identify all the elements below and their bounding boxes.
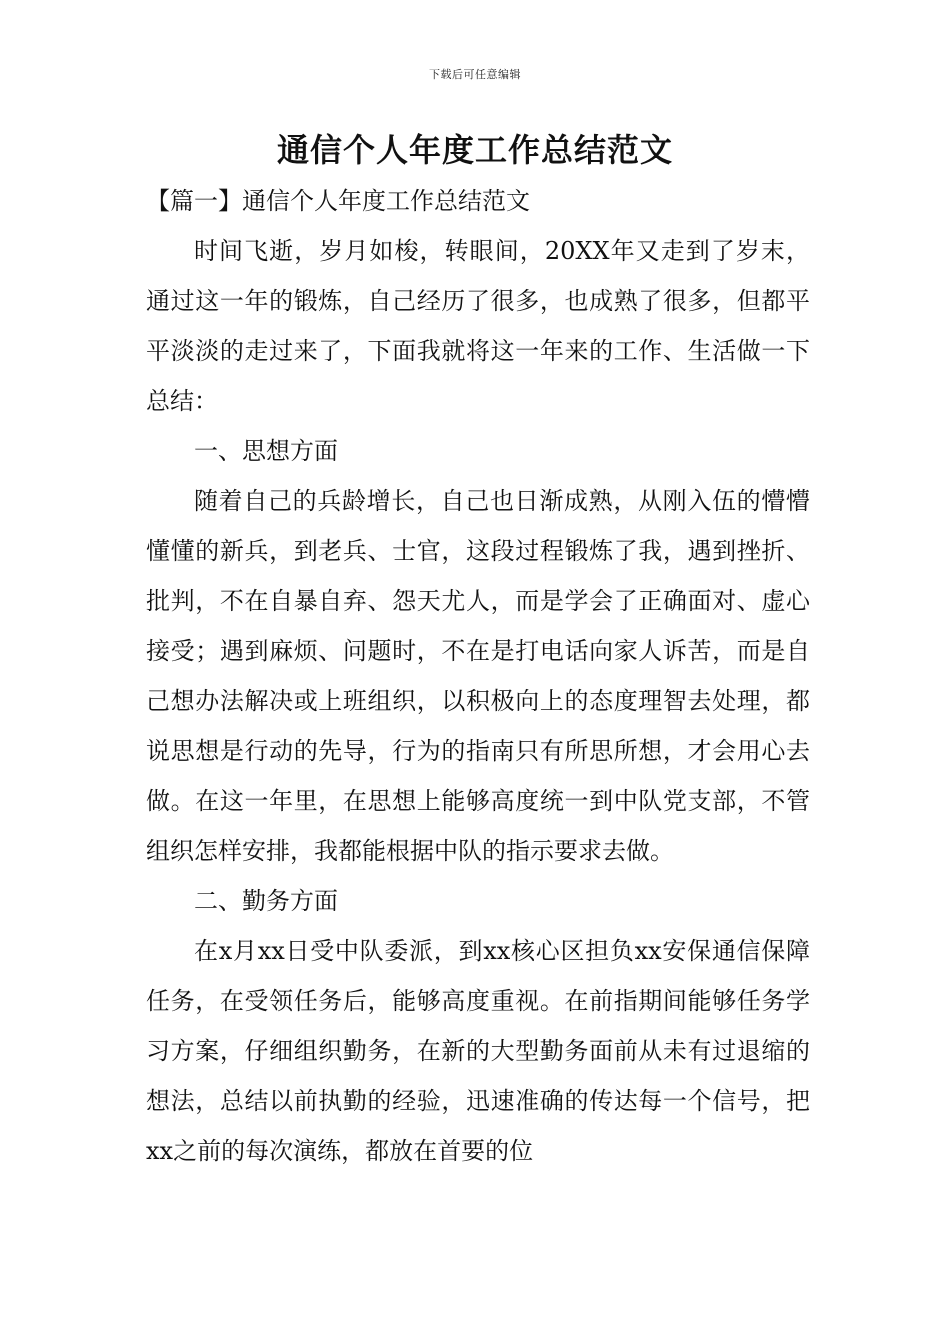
document-body xyxy=(146,176,810,1176)
header-note: 下载后可任意编辑 xyxy=(429,68,521,81)
document-title: 通信个人年度工作总结范文 xyxy=(276,131,673,169)
section-heading-part-one: 【篇一】通信个人年度工作总结范文 xyxy=(146,187,530,215)
paragraph-thought: 随着自己的兵龄增长，自己也日渐成熟，从刚入伍的懵懵懂懂的新兵，到老兵、士官，这段过程锻炼了我，遇到挫折、批判，不在自暴自弃、怨天尤人，而是学会了正确面对、虚心接受；遇到麻烦、问题时，不在是打电话向家人诉苦，而是自己想办法解决或上班组织，以积极向上的态度理智去处理，都说思想是行动的先导，行为的指南只有所思所想，才会用心去做。在这一年里，在思想上能够高度统一到中队党支部，不管组织怎样安排，我都能根据中队的指示要求去做。 xyxy=(146,487,810,865)
section-heading-thought: 一、思想方面 xyxy=(194,437,338,465)
section-heading-duty: 二、勤务方面 xyxy=(194,887,338,915)
paragraph-duty: 在x月xx日受中队委派，到xx核心区担负xx安保通信保障任务，在受领任务后，能够高度重视。在前指期间能够任务学习方案，仔细组织勤务，在新的大型勤务面前从未有过退缩的想法，总结以前执勤的经验，迅速准确的传达每一个信号，把xx之前的每次演练，都放在首要的位 xyxy=(146,937,810,1165)
paragraph-intro: 时间飞逝，岁月如梭，转眼间，20XX年又走到了岁末，通过这一年的锻炼，自己经历了很多，也成熟了很多，但都平平淡淡的走过来了，下面我就将这一年来的工作、生活做一下总结： xyxy=(146,237,810,415)
